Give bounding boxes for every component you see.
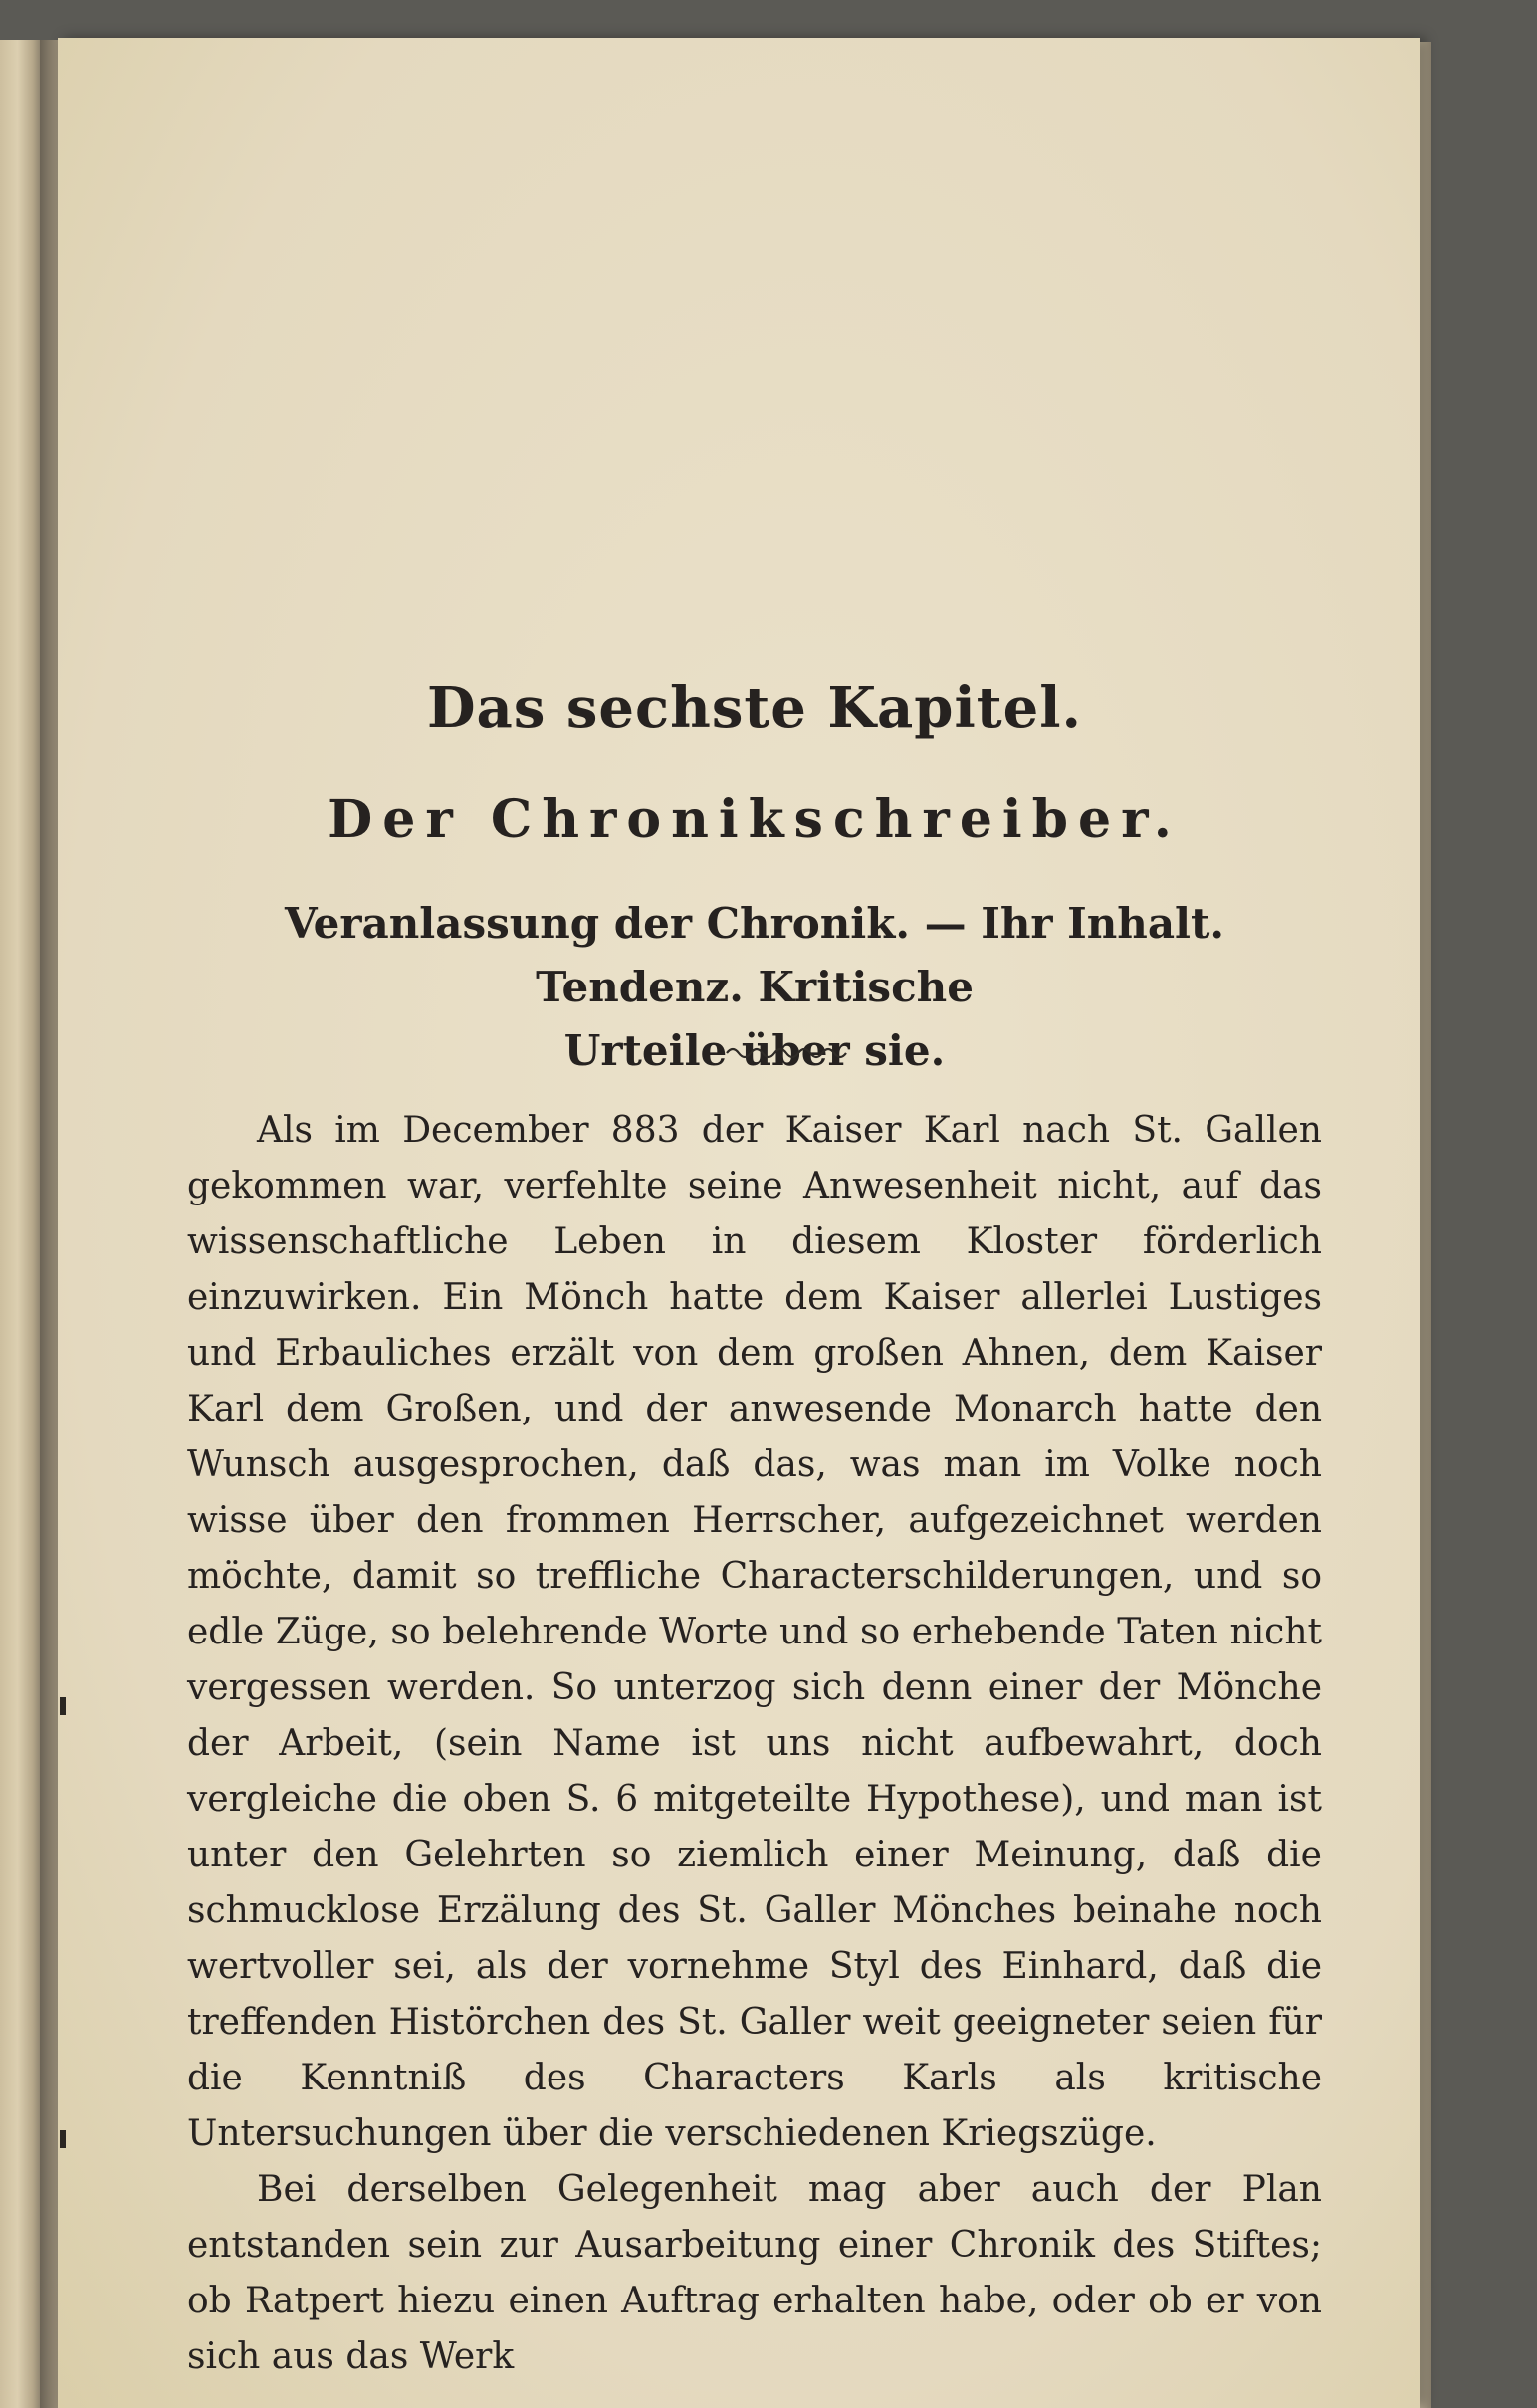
chapter-subtitle: Der Chronikschreiber.: [328, 789, 1182, 850]
chapter-summary-line-2: Urteile über sie.: [563, 1026, 946, 1075]
book-page: [58, 38, 1420, 2408]
wave-ornament-icon: [725, 1043, 854, 1063]
chapter-title: Das sechste Kapitel.: [426, 675, 1082, 741]
paragraph-2: Bei derselben Gelegenheit mag aber auch der Plan entstanden sein zur Ausarbeitung einer Chronik des Stiftes; ob Ratpert hiezu einen Auftrag erhalten habe, oder ob er von sich aus das Werk: [187, 2169, 1322, 2377]
binding-mark: [60, 2130, 66, 2148]
body-text: [187, 1103, 1322, 2385]
chapter-summary-line-1: Veranlassung der Chronik. — Ihr Inhalt. Tendenz. Kritische: [284, 899, 1225, 1011]
binding-mark: [60, 1697, 66, 1715]
paragraph-1: Als im December 883 der Kaiser Karl nach St. Gallen gekommen war, verfehlte seine Anwesenheit nicht, auf das wissenschaftliche Leben in diesem Kloster förderlich einzuwirken. Ein Mönch hatte dem Kaiser allerlei Lustiges und Erbauliches erzält von dem großen Ahnen, dem Kaiser Karl dem Großen, und der anwesende Monarch hatte den Wunsch ausgesprochen, daß das, was man im Volke noch wisse über den frommen Herrscher, aufgezeichnet werden möchte, damit so treffliche Characterschilderungen, und so edle Züge, so belehrende Worte und so erhebende Taten nicht vergessen werden. So unterzog sich denn einer der Mönche der Arbeit, (sein Name ist uns nicht aufbewahrt, doch vergleiche die oben S. 6 mitgeteilte Hypothese), und man ist unter den Gelehrten so ziemlich einer Meinung, daß die schmucklose Erzälung des St. Galler Mönches beinahe noch wertvoller sei, als der vornehme Styl des Einhard, daß die treffenden Histörchen des St. Galler weit geeigneter seien für die Kenntniß des Characters Karls als kritische Untersuchungen über die verschiedenen Kriegszüge.: [187, 1110, 1322, 2154]
left-page-edge: [0, 40, 44, 2408]
